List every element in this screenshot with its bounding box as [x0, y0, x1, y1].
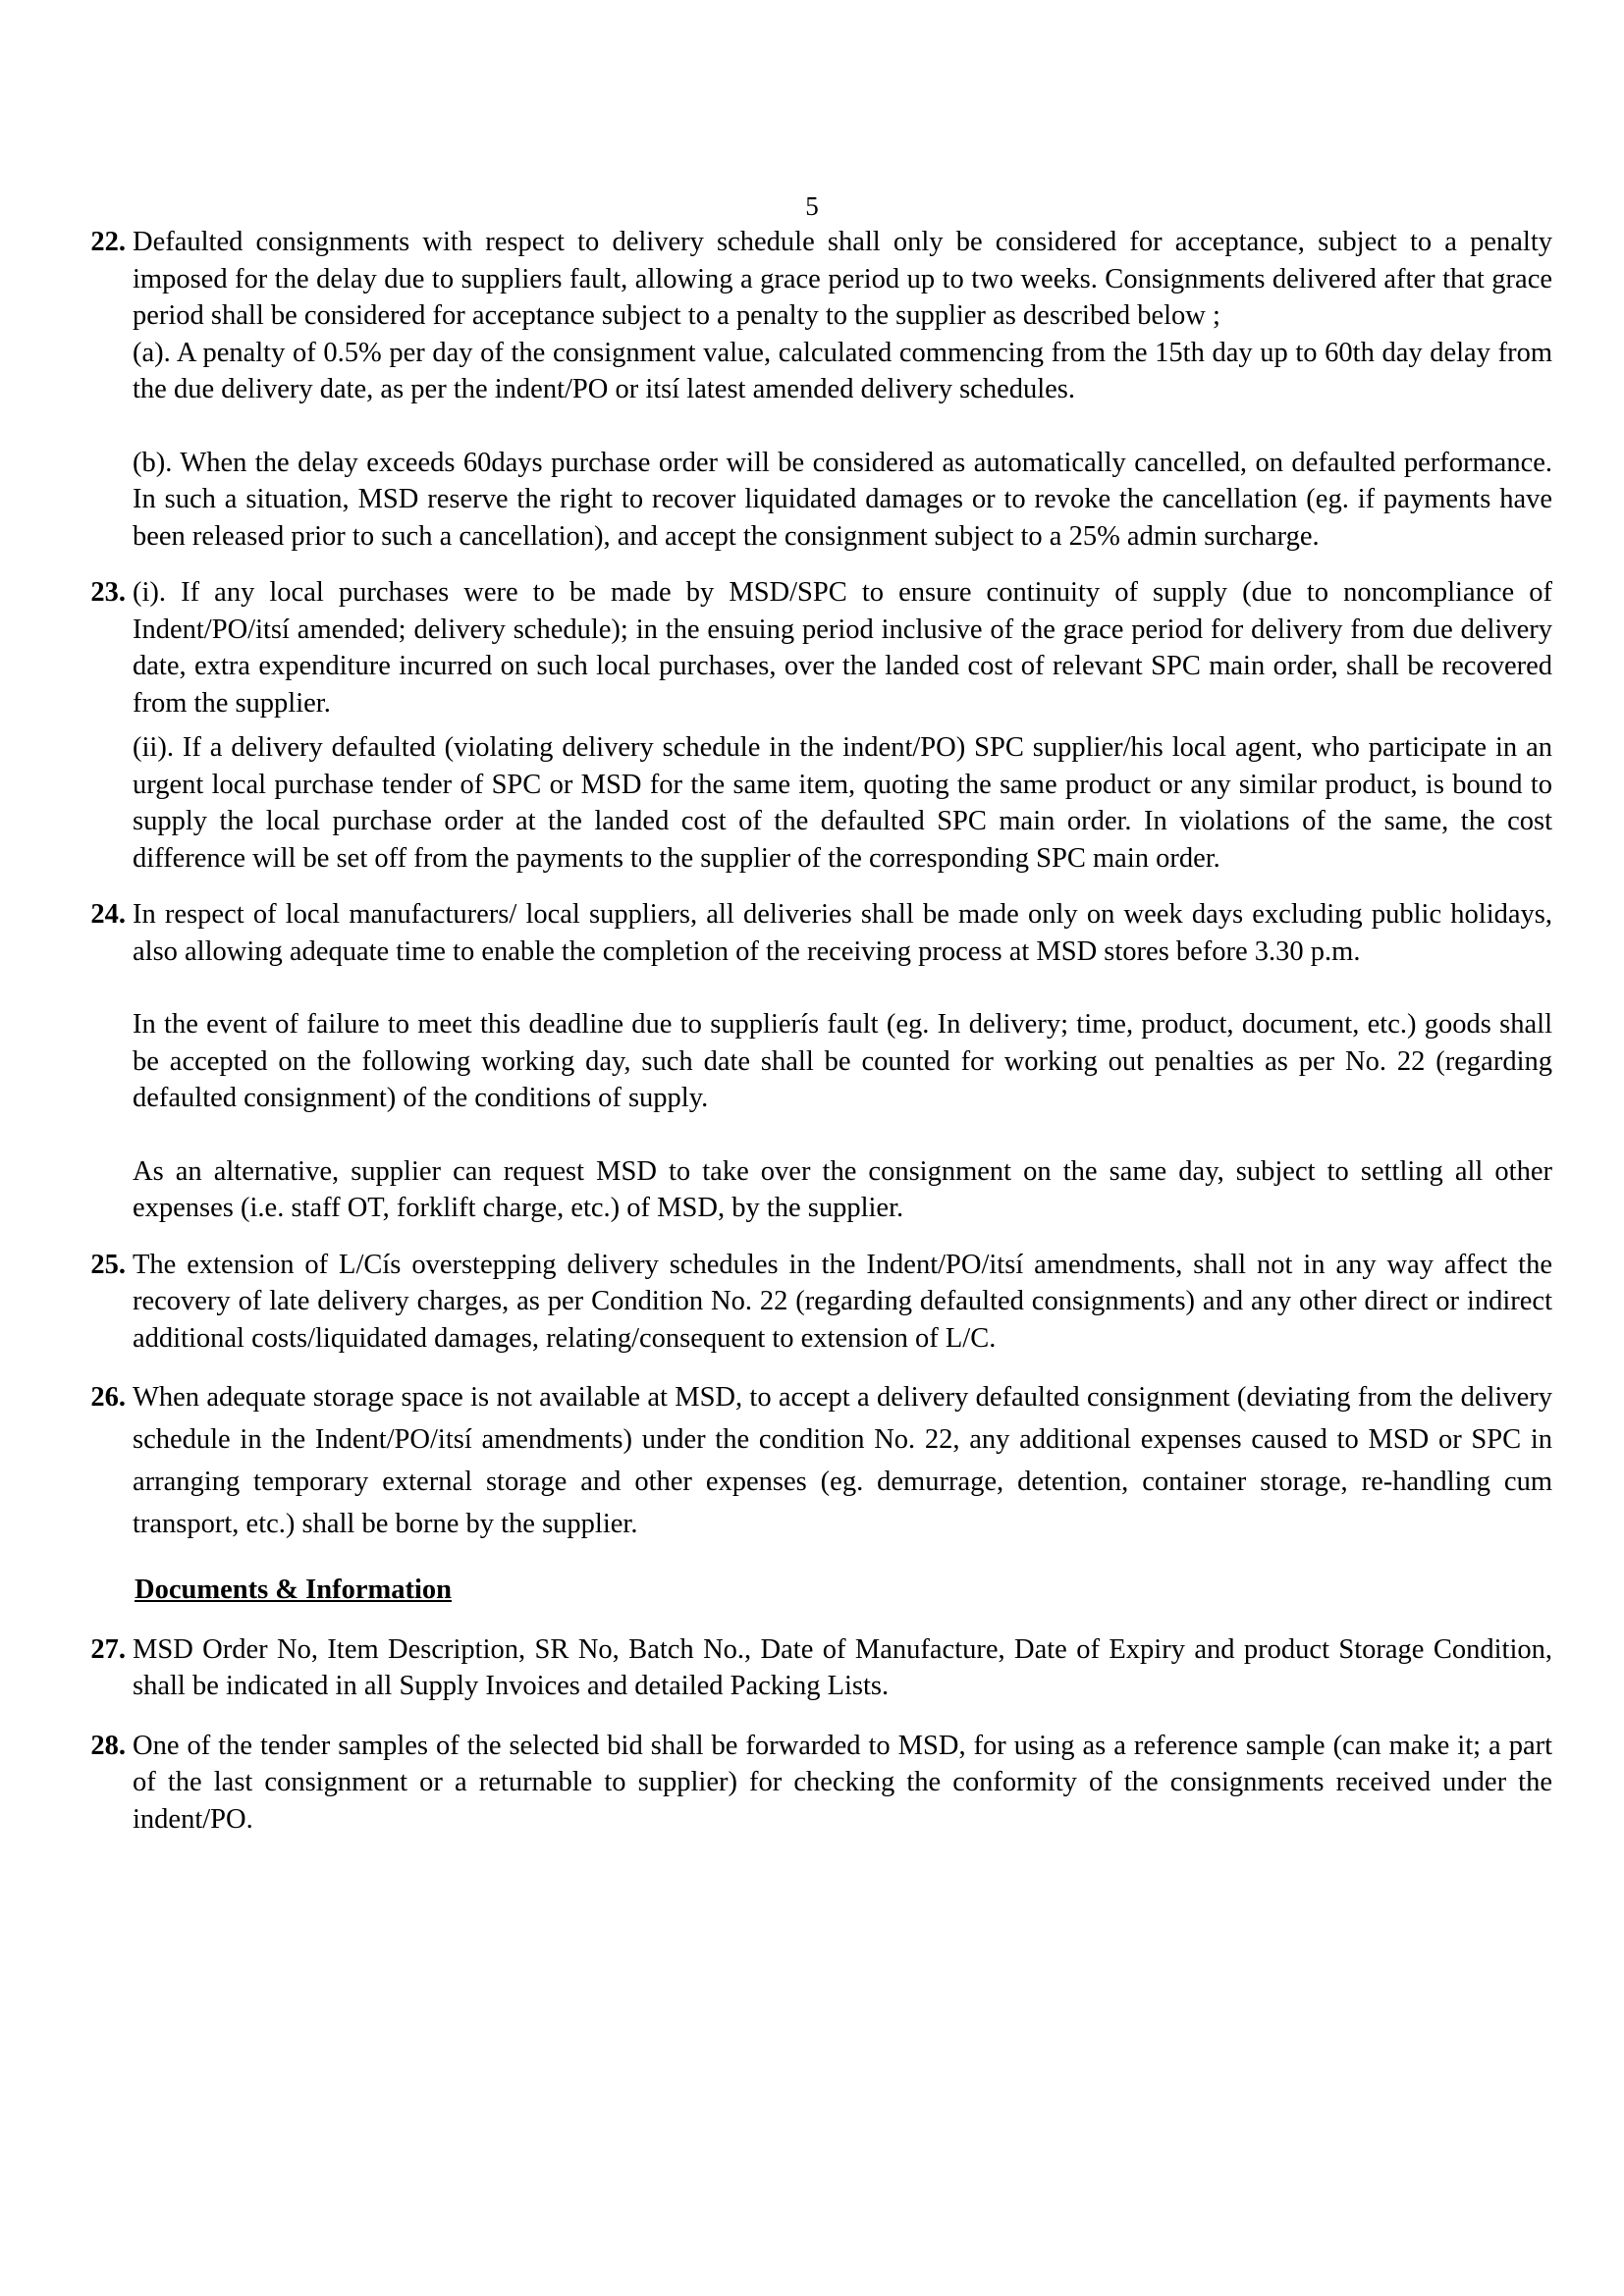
clause-22-intro: Defaulted consignments with respect to delivery schedule shall only be considered for acceptance, subject to a penalty imposed for the delay due to suppliers fault, allowing a grace period up to two weeks. Consignments delivered after that grace period shall be considered for acceptance subject to a penalty to the supplier as described below ;	[133, 227, 1552, 331]
clause-22-b: (b). When the delay exceeds 60days purchase order will be considered as automatically cancelled, on defaulted performance. In such a situation, MSD reserve the right to recover liquidated damages or to revoke the cancellation (eg. if payments have been released prior to such a cancellation), and accept the consignment subject to a 25% admin surcharge.	[133, 447, 1552, 552]
clause-number: 22.	[90, 227, 126, 257]
clause-number: 27.	[90, 1633, 126, 1665]
page-number: 5	[805, 191, 819, 221]
clause-23-ii: (ii). If a delivery defaulted (violating delivery schedule in the indent/PO) SPC supplier/his local agent, who participate in an urgent local purchase tender of SPC or MSD for the same item, quoting the same product or any similar product, is bound to supply the local purchase order at the landed cost of the defaulted SPC main order. In violations of the same, the cost difference will be set off from the payments to the supplier of the corresponding SPC main order.	[133, 732, 1552, 874]
clause-23	[90, 574, 1552, 877]
clause-number: 25.	[90, 1249, 126, 1280]
clause-26-text: When adequate storage space is not available at MSD, to accept a delivery defaulted consignment (deviating from the delivery schedule in the Indent/PO/itsí amendments) under the condition No. 22, any additional expenses caused to MSD or SPC in arranging temporary external storage and other expenses (eg. demurrage, detention, container storage, re-handling cum transport, etc.) shall be borne by the supplier.	[133, 1382, 1552, 1539]
clause-24-p3: As an alternative, supplier can request MSD to take over the consignment on the same day, subject to settling all other expenses (i.e. staff OT, forklift charge, etc.) of MSD, by the supplier.	[133, 1155, 1552, 1223]
clause-number: 24.	[90, 899, 126, 930]
clause-28-text: One of the tender samples of the selected bid shall be forwarded to MSD, for using as a reference sample (can make it; a part of the last consignment or a returnable to supplier) for checking the conformity of the consignments received under the indent/PO.	[133, 1730, 1552, 1835]
clause-26	[90, 1376, 1552, 1545]
clause-27-text: MSD Order No, Item Description, SR No, Batch No., Date of Manufacture, Date of Expiry and product Storage Condition, shall be indicated in all Supply Invoices and detailed Packing Lists.	[133, 1633, 1552, 1701]
clause-24	[90, 896, 1552, 1227]
clause-25	[90, 1247, 1552, 1358]
clause-28	[90, 1728, 1552, 1839]
clause-27	[90, 1631, 1552, 1705]
document-body	[90, 224, 1552, 1838]
clause-22-a: (a). A penalty of 0.5% per day of the consignment value, calculated commencing from the 15th day up to 60th day delay from the due delivery date, as per the indent/PO or itsí latest amended delivery schedules.	[133, 337, 1552, 404]
clause-24-p2: In the event of failure to meet this deadline due to supplierís fault (eg. In delivery; time, product, document, etc.) goods shall be accepted on the following working day, such date shall be counted for working out penalties as per No. 22 (regarding defaulted consignment) of the conditions of supply.	[133, 1009, 1552, 1113]
section-heading: Documents & Information	[135, 1575, 452, 1605]
clause-23-i: (i). If any local purchases were to be made by MSD/SPC to ensure continuity of supply (due to noncompliance of Indent/PO/itsí amended; delivery schedule); in the ensuing period inclusive of the grace period for delivery from due delivery date, extra expenditure incurred on such local purchases, over the landed cost of relevant SPC main order, shall be recovered from the supplier.	[133, 577, 1552, 719]
clause-number: 26.	[90, 1382, 126, 1413]
clause-number: 23.	[90, 577, 126, 608]
clause-number: 28.	[90, 1730, 126, 1761]
clause-24-p1: In respect of local manufacturers/ local suppliers, all deliveries shall be made only on week days excluding public holidays, also allowing adequate time to enable the completion of the receiving process at MSD stores before 3.30 p.m.	[133, 899, 1552, 967]
clause-22	[90, 224, 1552, 555]
clause-25-text: The extension of L/Cís overstepping delivery schedules in the Indent/PO/itsí amendments, shall not in any way affect the recovery of late delivery charges, as per Condition No. 22 (regarding defaulted consignments) and any other direct or indirect additional costs/liquidated damages, relating/consequent to extension of L/C.	[133, 1249, 1552, 1354]
